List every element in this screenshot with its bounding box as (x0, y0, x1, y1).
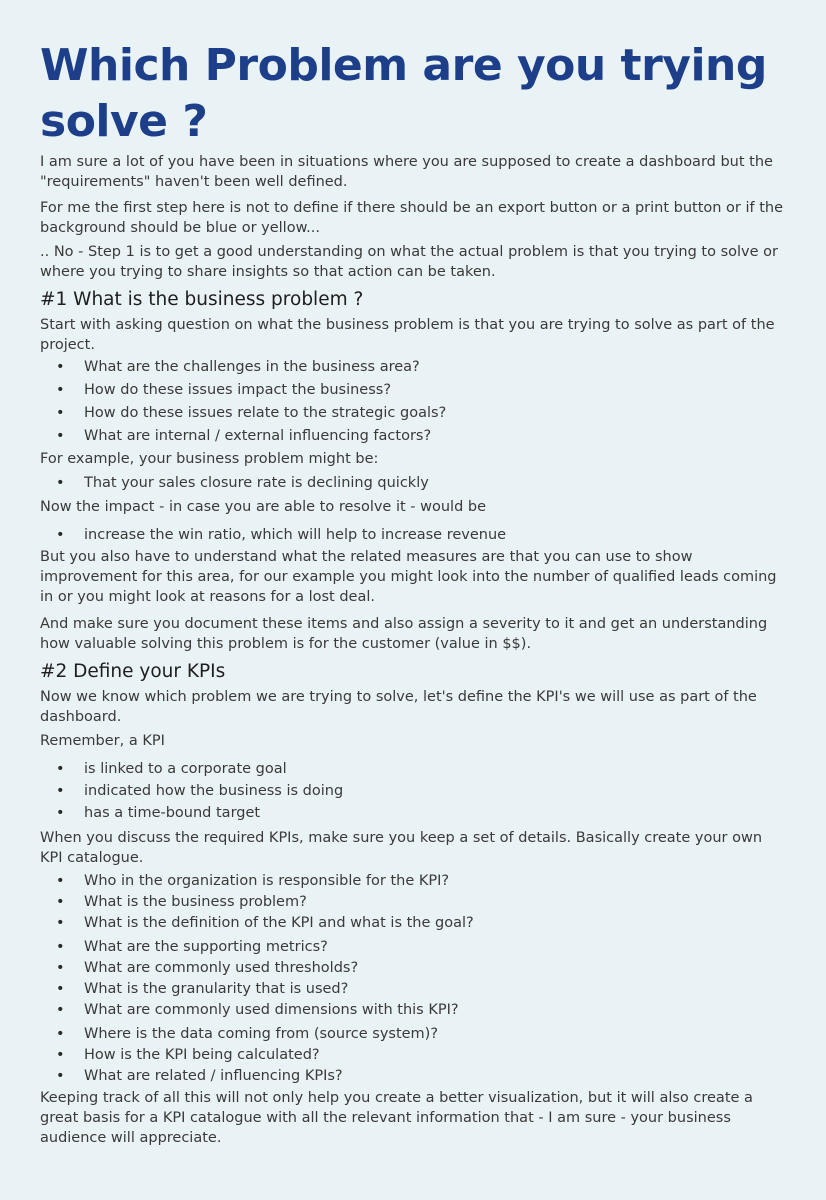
list-item: • How do these issues relate to the strategic goals? (56, 405, 447, 421)
bullet-icon: • (56, 1026, 65, 1042)
bullet-icon: • (56, 915, 65, 931)
bullet-icon: • (56, 1002, 65, 1018)
bullet-icon: • (56, 1068, 65, 1084)
list-item: • How is the KPI being calculated? (56, 1047, 320, 1063)
bullet-icon: • (56, 939, 65, 955)
section-heading-define-kpis: #2 Define your KPIs (40, 661, 226, 682)
bullet-icon: • (56, 475, 65, 491)
bullet-icon: • (56, 382, 65, 398)
bullet-list-kpi-traits (40, 759, 786, 823)
example-lead: For example, your business problem might be: (40, 451, 379, 467)
list-item: • What are commonly used thresholds? (56, 960, 359, 976)
list-item: • indicated how the business is doing (56, 783, 344, 799)
bullet-icon: • (56, 805, 65, 821)
intro-paragraph: I am sure a lot of you have been in situations where you are supposed to create a dashboard but the "requirements" haven't been well defined. (40, 154, 773, 190)
measures-paragraph: But you also have to understand what the related measures are that you can use to show improvement for this area, for our example you might look into the number of qualified leads coming in or you might look at reasons for a lost deal. (40, 549, 777, 605)
list-item: • What are related / influencing KPIs? (56, 1068, 343, 1084)
list-item: • increase the win ratio, which will help to increase revenue (56, 527, 507, 543)
closing-paragraph: Keeping track of all this will not only help you create a better visualization, but it will also create a great basis for a KPI catalogue with all the relevant information that - I am sure - your business audience will appreciate. (40, 1090, 753, 1146)
list-item: • That your sales closure rate is declining quickly (56, 475, 429, 491)
list-item: • Where is the data coming from (source system)? (56, 1026, 439, 1042)
bullet-icon: • (56, 405, 65, 421)
catalogue-lead: When you discuss the required KPIs, make sure you keep a set of details. Basically create your own KPI catalogue. (40, 830, 763, 866)
list-item: • has a time-bound target (56, 805, 261, 821)
bullet-icon: • (56, 761, 65, 777)
bullet-icon: • (56, 981, 65, 997)
bullet-icon: • (56, 1047, 65, 1063)
bullet-icon: • (56, 873, 65, 889)
list-item: • How do these issues impact the business? (56, 382, 392, 398)
list-item: • What is the business problem? (56, 894, 307, 910)
section-lead: Start with asking question on what the business problem is that you are trying to solve as part of the project. (40, 317, 775, 353)
bullet-icon: • (56, 894, 65, 910)
list-item: • What are commonly used dimensions with this KPI? (56, 1002, 459, 1018)
severity-paragraph: And make sure you document these items and also assign a severity to it and get an understanding how valuable solving this problem is for the customer (value in $$). (40, 616, 768, 652)
intro-paragraph: .. No - Step 1 is to get a good understanding on what the actual problem is that you trying to solve or where you trying to share insights so that action can be taken. (40, 244, 778, 280)
section-lead: Now we know which problem we are trying to solve, let's define the KPI's we will use as part of the dashboard. (40, 689, 757, 725)
bullet-icon: • (56, 428, 65, 444)
bullet-icon: • (56, 359, 65, 375)
intro-paragraph: For me the first step here is not to define if there should be an export button or a print button or if the background should be blue or yellow... (40, 200, 784, 236)
bullet-list-impact (40, 525, 786, 545)
section-heading-business-problem: #1 What is the business problem ? (40, 289, 364, 310)
bullet-icon: • (56, 527, 65, 543)
list-item: • What is the granularity that is used? (56, 981, 349, 997)
bullet-list-questions (40, 357, 786, 446)
list-item: • What are the challenges in the business area? (56, 359, 420, 375)
list-item: • What are the supporting metrics? (56, 939, 328, 955)
impact-lead: Now the impact - in case you are able to resolve it - would be (40, 499, 487, 515)
list-item: • What are internal / external influencing factors? (56, 428, 432, 444)
bullet-list-catalogue (40, 871, 786, 1086)
list-item: • is linked to a corporate goal (56, 761, 287, 777)
page-title: Which Problem are you trying solve ? (40, 40, 767, 147)
bullet-icon: • (56, 960, 65, 976)
list-item: • What is the definition of the KPI and what is the goal? (56, 915, 474, 931)
bullet-list-example (40, 473, 786, 493)
bullet-icon: • (56, 783, 65, 799)
kpi-remember: Remember, a KPI (40, 733, 165, 749)
list-item: • Who in the organization is responsible for the KPI? (56, 873, 450, 889)
